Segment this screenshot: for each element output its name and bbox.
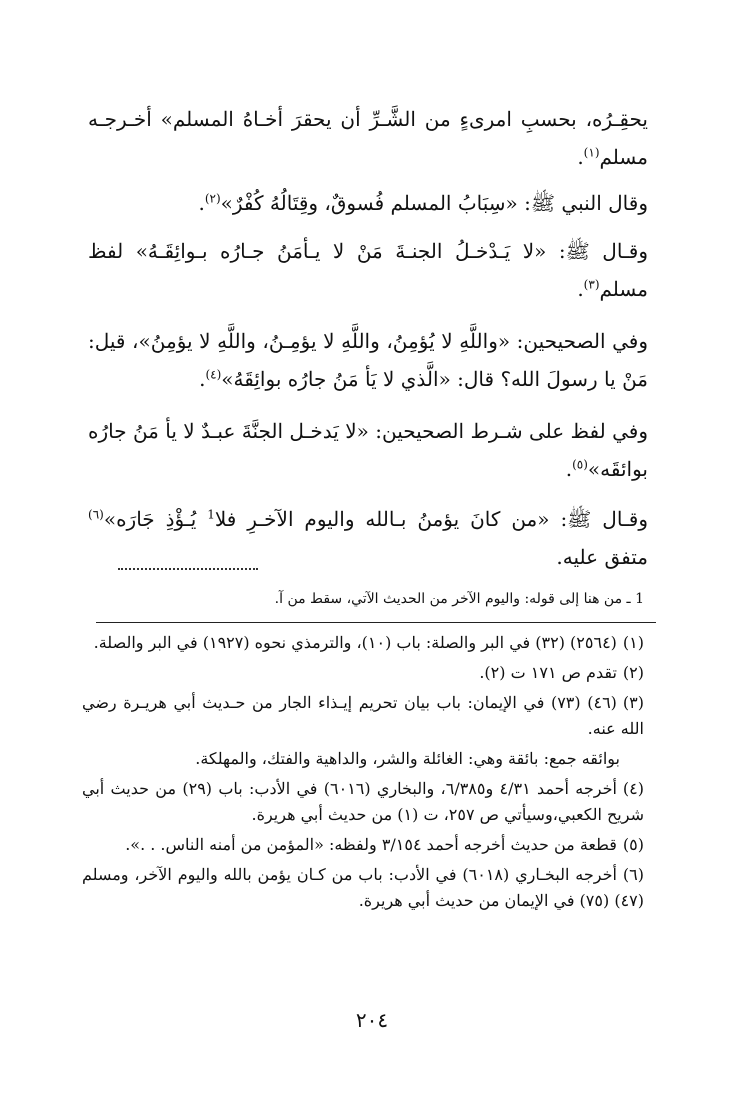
footnote-3-gloss [82,746,644,772]
footnote-number: (٦) [622,865,644,884]
footnote-3 [82,690,644,742]
paragraph-6 [88,500,648,576]
paragraph-3-text: وقـال ﷺ: «لا يَـدْخـلُ الجنـةَ مَنْ لا يـأمَنُ جـارُه بـوائِقَـهُ» لفظ مسلم [88,239,648,301]
paragraph-2-text: وقال النبي ﷺ: «سِبَابُ المسلم فُسوقٌ، وقِتَالُهُ كُفْرٌ» [220,191,648,215]
footnote-ref-3[interactable]: (٣) [583,277,600,292]
page-number: ٢٠٤ [355,1008,389,1032]
footnote-6 [82,862,644,914]
paragraph-1-text: يحقِـرُه، بحسبِ امرىءٍ من الشَّـرِّ أن يحقرَ أخـاهُ المسلم» أخـرجـه مسلم [88,107,648,169]
variant-marker: 1 [207,507,215,522]
footnote-number: (٣) [622,693,644,712]
footnote-1 [82,630,644,656]
footnote-text: قطعة من حديث أخرجه أحمد ٣/١٥٤ ولفظه: «المؤمن من أمنه الناس. . .». [125,835,617,854]
paragraph-2-end: . [198,191,205,215]
paragraph-5 [88,412,648,488]
footnote-ref-1[interactable]: (١) [583,145,600,160]
paragraph-6-end: متفق عليه. [556,545,648,569]
footnote-number: (٤) [622,779,645,798]
paragraph-1-end: . [577,145,584,169]
paragraph-4 [88,322,648,398]
footnote-text: (٢٥٦٤) (٣٢) في البر والصلة: باب (١٠)، والترمذي نحوه (١٩٢٧) في البر والصلة. [93,633,617,652]
footnote-ref-6[interactable]: (٦) [88,507,104,522]
footnote-text: أخرجه أحمد ٤/٣١ و٦/٣٨٥، والبخاري (٦٠١٦) في الأدب: باب (٢٩) من حديث أبي شريح الكعبي،وسيأتي ص ٢٥٧، ت (١) من حديث أبي هريرة. [82,779,644,824]
footnote-ref-5[interactable]: (٥) [572,457,588,472]
footnote-number: (٥) [622,835,644,854]
paragraph-5-text: وفي لفظ على شـرط الصحيحين: «لا يَدخـل الجنَّةَ عبـدٌ لا يأ مَنُ جارُه بوائقَه» [88,419,648,481]
paragraph-4-end: . [199,367,206,391]
paragraph-5-end: . [565,457,573,481]
footnote-text: (٤٦) (٧٣) في الإيمان: باب بيان تحريم إيـذاء الجار من حـديث أبي هريـرة رضي الله عنه. [82,693,644,738]
paragraph-6-text: وقـال ﷺ: «من كانَ يؤمنُ بـالله واليوم الآخـرِ فلا [214,507,648,531]
variant-note: 1 ـ من هنا إلى قوله: واليوم الآخر من الحديث الآتي، سقط من آ. [274,591,644,607]
footnote-ref-2[interactable]: (٢) [204,191,221,206]
paragraph-3-end: . [577,277,584,301]
dotted-separator [118,568,258,570]
paragraph-1 [88,100,648,176]
paragraph-2 [88,184,648,222]
main-text [88,100,648,576]
footnote-ref-4[interactable]: (٤) [205,367,222,382]
footnote-text: أخرجه البخـاري (٦٠١٨) في الأدب: باب من كـان يؤمن بالله واليوم الآخر، ومسلم (٤٧) (٧٥) في الإيمان من حديث أبي هريرة. [82,865,644,910]
footnote-number: (١) [622,633,644,652]
footnote-number: (٢) [622,663,644,682]
paragraph-3 [88,232,648,308]
paragraph-6-text-2: يُـؤْذِ جَارَه» [103,507,208,531]
footnote-text: بوائقه جمع: بائقة وهي: الغائلة والشر، والداهية والفتك، والمهلكة. [195,749,620,768]
paragraph-4-text: وفي الصحيحين: «واللَّهِ لا يُؤمِنُ، واللَّهِ لا يؤمِـنُ، واللَّهِ لا يؤمِنُ»، قيل: مَنْ يا رسولَ الله؟ قال: «الَّذي لا يَأ مَنُ جارُه بوائِقَهُ» [88,329,648,391]
footnote-5 [82,832,644,858]
footnote-2 [82,660,644,686]
footnotes [82,630,644,918]
footnote-4 [82,776,644,828]
footnote-text: تقدم ص ١٧١ ت (٢). [479,663,617,682]
footnote-rule [96,622,656,623]
